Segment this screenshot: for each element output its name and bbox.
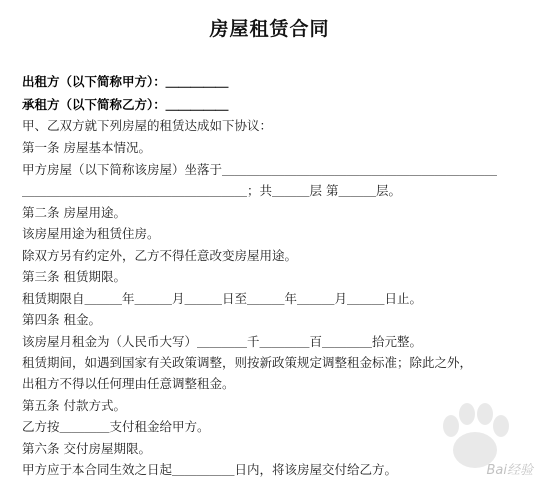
article-4-adjustment: 租赁期间，如遇到国家有关政策调整，则按新政策规定调整租金标准；除此之外， <box>22 355 473 370</box>
article-5-payment: 乙方按＿＿＿＿支付租金给甲方。 <box>22 419 210 434</box>
article-6-delivery: 甲方应于本合同生效之日起＿＿＿＿＿日内，将该房屋交付给乙方。 <box>22 462 398 477</box>
article-1-heading: 第一条 房屋基本情况。 <box>22 140 151 155</box>
lessee-line: 承租方（以下简称乙方）：＿＿＿＿＿ <box>22 97 229 112</box>
agreement-intro: 甲、乙双方就下列房屋的租赁达成如下协议： <box>22 118 273 133</box>
article-5-heading: 第五条 付款方式。 <box>22 398 126 413</box>
article-4-adjustment-cont: 出租方不得以任何理由任意调整租金。 <box>22 376 235 391</box>
lessor-line: 出租方（以下简称甲方）：＿＿＿＿＿ <box>22 74 229 89</box>
article-1-floors: ＿＿＿＿＿＿＿＿＿＿＿＿＿＿＿＿＿＿；共＿＿＿层 第＿＿＿层。 <box>22 183 401 198</box>
article-3-heading: 第三条 租赁期限。 <box>22 269 126 284</box>
document-title: 房屋租赁合同 <box>209 18 330 40</box>
watermark-text: Bai经验 <box>486 463 533 478</box>
article-2-restriction: 除双方另有约定外，乙方不得任意改变房屋用途。 <box>22 248 298 263</box>
article-4-heading: 第四条 租金。 <box>22 312 101 327</box>
article-2-purpose: 该房屋用途为租赁住房。 <box>22 226 160 241</box>
article-6-heading: 第六条 交付房屋期限。 <box>22 441 151 456</box>
article-4-rent: 该房屋月租金为（人民币大写）＿＿＿＿千＿＿＿＿百＿＿＿＿拾元整。 <box>22 334 423 349</box>
article-3-term: 租赁期限自＿＿＿年＿＿＿月＿＿＿日至＿＿＿年＿＿＿月＿＿＿日止。 <box>22 291 423 306</box>
article-1-location: 甲方房屋（以下简称该房屋）坐落于＿＿＿＿＿＿＿＿＿＿＿＿＿＿＿＿＿＿＿＿＿＿ <box>22 162 498 177</box>
article-2-heading: 第二条 房屋用途。 <box>22 205 126 220</box>
